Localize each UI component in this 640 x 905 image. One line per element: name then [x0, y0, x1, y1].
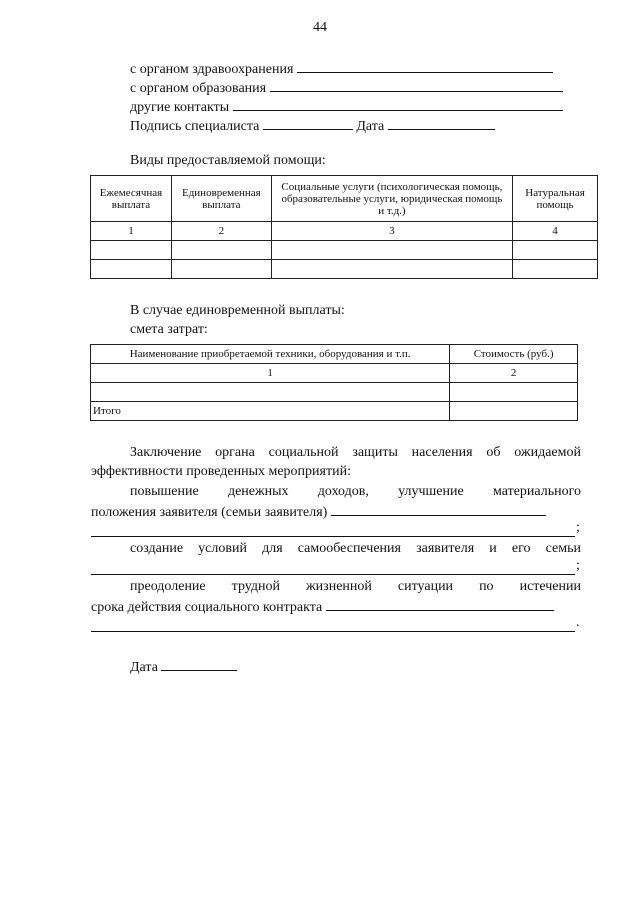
conclusion-item3-period: .	[576, 615, 580, 630]
contact-other-label: другие контакты	[130, 100, 230, 115]
contact-other-row	[130, 98, 563, 116]
contact-health-label: с органом здравоохранения	[130, 62, 294, 77]
table-row	[91, 241, 598, 260]
conclusion-item1-blank-line[interactable]	[91, 536, 575, 537]
one-time-heading: В случае единовременной выплаты:	[130, 303, 345, 318]
help-header-monthly: Ежемесячная выплата	[91, 176, 172, 222]
table-cell[interactable]	[513, 260, 598, 279]
cost-number-1: 1	[91, 364, 450, 383]
conclusion-item1-blank[interactable]	[331, 503, 546, 516]
help-number-2: 2	[171, 222, 271, 241]
table-cell[interactable]	[171, 241, 271, 260]
footer-date-label: Дата	[130, 660, 158, 675]
conclusion-item1-line1: повышение денежных доходов, улучшение материального	[130, 484, 581, 499]
signature-label: Подпись специалиста	[130, 119, 260, 134]
help-number-4: 4	[513, 222, 598, 241]
conclusion-item2-line1: создание условий для самообеспечения заявителя и его семьи	[130, 541, 581, 556]
conclusion-paragraph: Заключение органа социальной защиты населения об ожидаемой эффективности проведенных мероприятий:	[91, 445, 581, 479]
conclusion-item1-line2-text: положения заявителя (семьи заявителя)	[91, 505, 328, 520]
conclusion-item1-line2	[91, 503, 546, 521]
signature-date-label: Дата	[356, 119, 385, 134]
contact-health-row	[130, 60, 553, 78]
cost-header-row	[91, 345, 578, 364]
help-types-header-row	[91, 176, 598, 222]
help-number-1: 1	[91, 222, 172, 241]
help-header-natural: Натуральная помощь	[513, 176, 598, 222]
signature-blank[interactable]	[263, 117, 353, 130]
conclusion-item3-line2	[91, 598, 554, 616]
cost-total-row	[91, 402, 578, 421]
cost-estimate-heading: смета затрат:	[130, 322, 208, 337]
contact-education-row	[130, 79, 563, 97]
contact-education-label: с органом образования	[130, 81, 267, 96]
signature-date-blank[interactable]	[388, 117, 495, 130]
footer-date-row	[130, 658, 237, 676]
table-cell[interactable]	[271, 241, 512, 260]
table-cell[interactable]	[171, 260, 271, 279]
conclusion-item2-blank-line[interactable]	[91, 574, 575, 575]
help-types-table	[90, 175, 598, 279]
table-cell[interactable]	[513, 241, 598, 260]
help-types-heading: Виды предоставляемой помощи:	[130, 153, 326, 168]
contact-other-blank[interactable]	[233, 98, 563, 111]
cost-header-item: Наименование приобретаемой техники, оборудования и т.п.	[91, 345, 450, 364]
help-header-social: Социальные услуги (психологическая помощь, образовательные услуги, юридическая помощь и т.д.)	[271, 176, 512, 222]
conclusion-item3-blank-line[interactable]	[91, 631, 575, 632]
table-cell[interactable]	[271, 260, 512, 279]
table-row	[91, 260, 598, 279]
cost-estimate-table	[90, 344, 578, 421]
conclusion-item3-line1: преодоление трудной жизненной ситуации по истечении	[130, 579, 581, 594]
cost-total-value[interactable]	[450, 402, 578, 421]
cost-header-price: Стоимость (руб.)	[450, 345, 578, 364]
footer-date-blank[interactable]	[161, 658, 237, 671]
cost-total-label: Итого	[91, 402, 450, 421]
table-cell[interactable]	[91, 260, 172, 279]
conclusion-item3-blank[interactable]	[326, 598, 554, 611]
help-number-3: 3	[271, 222, 512, 241]
conclusion-item2-semicolon: ;	[576, 558, 580, 573]
cost-number-row	[91, 364, 578, 383]
conclusion-item1-semicolon: ;	[576, 520, 580, 535]
conclusion-item3-line2-text: срока действия социального контракта	[91, 600, 323, 615]
table-cell[interactable]	[450, 383, 578, 402]
cost-number-2: 2	[450, 364, 578, 383]
table-cell[interactable]	[91, 383, 450, 402]
table-cell[interactable]	[91, 241, 172, 260]
contact-education-blank[interactable]	[270, 79, 563, 92]
table-row	[91, 383, 578, 402]
help-header-one-time: Единовременная выплата	[171, 176, 271, 222]
help-types-number-row	[91, 222, 598, 241]
page-number: 44	[313, 20, 327, 35]
signature-row	[130, 117, 495, 135]
contact-health-blank[interactable]	[297, 60, 553, 73]
